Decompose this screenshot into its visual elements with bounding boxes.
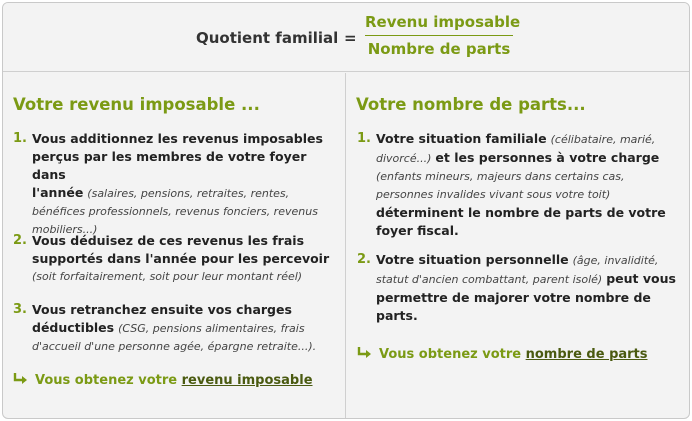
step-text: perçus par les membres de votre foyer dans: [32, 149, 307, 182]
step-number: 2.: [13, 233, 27, 248]
step-note: (âge, invalidité,: [572, 254, 659, 267]
step-note: (célibataire, marié,: [550, 133, 656, 146]
return-arrow-icon: [13, 372, 35, 388]
step-text: l'année: [32, 185, 84, 200]
step-text: déductibles: [32, 320, 115, 335]
step-note: statut d'ancien combattant, parent isolé): [376, 273, 603, 286]
step-note: personnes invalides vivant sous votre toit): [376, 188, 611, 201]
step-text: Votre situation familiale: [376, 131, 547, 146]
step-number: 3.: [13, 302, 27, 317]
step-note: (enfants mineurs, majeurs dans certains cas,: [376, 170, 625, 183]
formula-header: [3, 3, 689, 72]
result-prefix: Vous obtenez votre: [35, 373, 178, 388]
step-note: (salaires, pensions, retraites, rentes,: [87, 187, 290, 200]
step-text: et les personnes à votre charge: [435, 150, 660, 165]
parts-column: [347, 73, 689, 419]
step-number: 1.: [13, 131, 27, 146]
formula-equals: =: [344, 29, 357, 47]
step-text: Vous retranchez ensuite vos charges: [32, 302, 292, 317]
step-text: Vous additionnez les revenus imposables: [32, 131, 323, 146]
step-note: (CSG, pensions alimentaires, frais: [118, 322, 305, 335]
step-note: (soit forfaitairement, soit pour leur montant réel): [32, 270, 303, 283]
revenu-title: Votre revenu imposable ...: [13, 95, 260, 114]
formula-fraction: [365, 13, 521, 58]
step-text: Vous déduisez de ces revenus les frais: [32, 233, 305, 248]
step-text: foyer fiscal.: [376, 223, 459, 238]
step-note: d'accueil d'une personne agée, épargne retraite...).: [32, 340, 317, 353]
formula-label: Quotient familial: [196, 29, 339, 47]
step-number: 1.: [357, 131, 371, 146]
return-arrow-icon: [357, 346, 379, 362]
revenu-result: [13, 372, 313, 388]
step-text: peut vous: [606, 271, 676, 286]
step-text: parts.: [376, 308, 418, 323]
formula-numerator: Revenu imposable: [365, 13, 513, 36]
nombre-de-parts-link[interactable]: nombre de parts: [525, 347, 648, 362]
revenu-imposable-link[interactable]: revenu imposable: [181, 373, 313, 388]
formula-denominator: Nombre de parts: [367, 40, 511, 58]
quotient-panel: [2, 2, 690, 419]
step-text: permettre de majorer votre nombre de: [376, 290, 651, 305]
step-note: bénéfices professionnels, revenus fonciers, revenus: [32, 205, 318, 218]
step-note: mobiliers...): [32, 223, 98, 236]
parts-result: [357, 346, 648, 362]
step-text: supportés dans l'année pour les percevoir: [32, 251, 330, 266]
step-note: divorcé...): [376, 152, 432, 165]
result-prefix: Vous obtenez votre: [379, 347, 522, 362]
revenu-column: [3, 73, 346, 419]
step-number: 2.: [357, 252, 371, 267]
step-text: déterminent le nombre de parts de votre: [376, 205, 666, 220]
step-text: Votre situation personnelle: [376, 252, 569, 267]
parts-title: Votre nombre de parts...: [356, 95, 586, 114]
